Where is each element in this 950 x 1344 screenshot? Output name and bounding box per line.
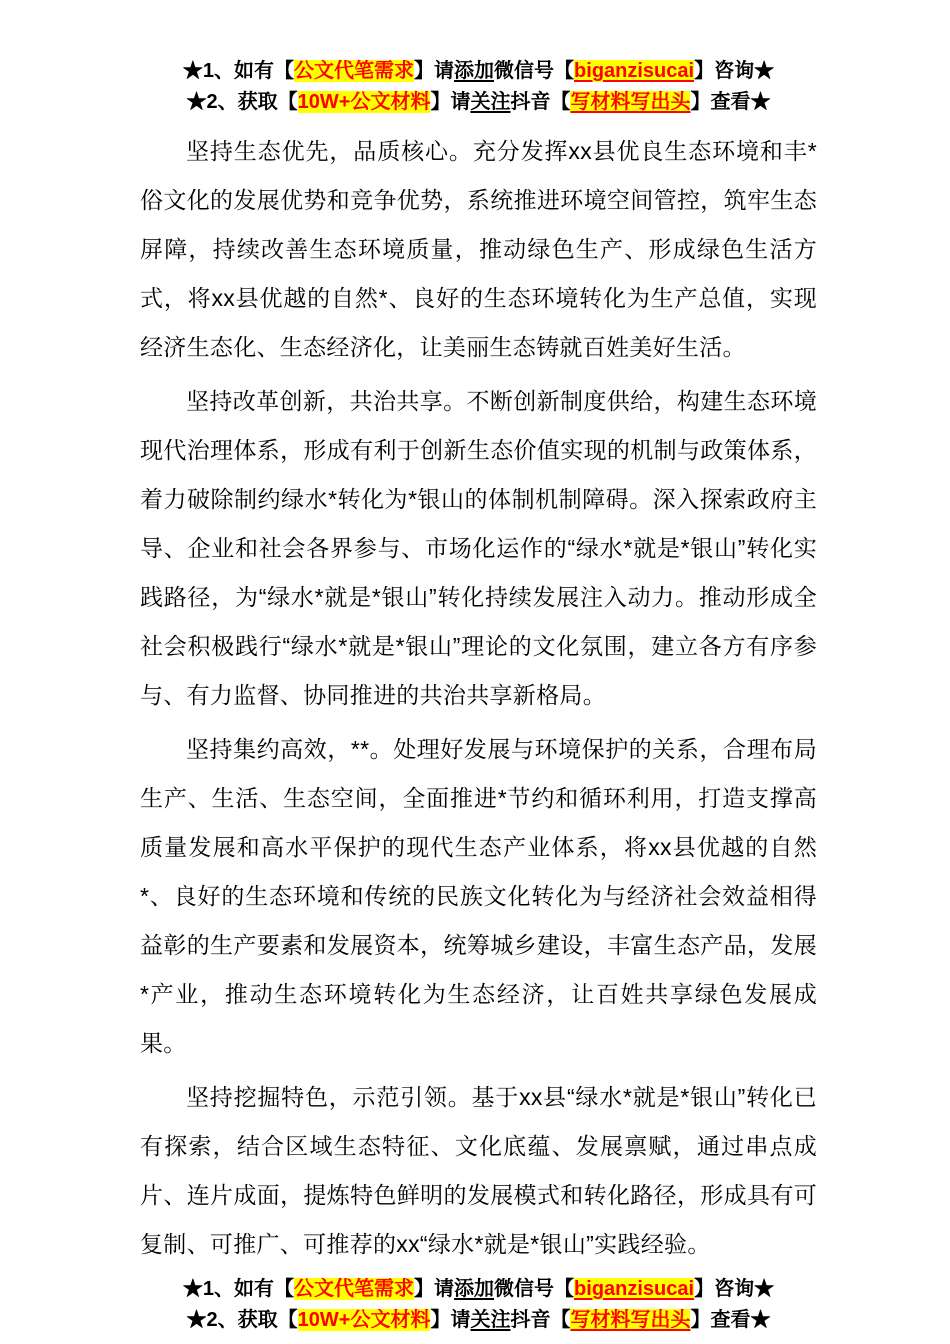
body-paragraph-3: 坚持集约高效，**。处理好发展与环境保护的关系，合理布局生产、生活、生态空间，全面推进*节约和循环利用，打造支撑高质量发展和高水平保护的现代生态产业体系，将xx县优越的自然*、良好的生态环境和传统的民族文化转化为与经济社会效益相得益彰的生产要素和发展资本，统筹城乡建设，丰富生态产品，发展*产业，推动生态环境转化为生态经济，让百姓共享绿色发展成果。 (140, 736, 817, 1056)
promo-wechat-id: biganzisucai (574, 1278, 695, 1300)
body-paragraph-4: 坚持挖掘特色，示范引领。基于xx县“绿水*就是*银山”转化已有探索，结合区域生态特征、文化底蕴、发展禀赋，通过串点成片、连片成面，提炼特色鲜明的发展模式和转化路径，形成具有可复制、可推广、可推荐的xx“绿水*就是*银山”实践经验。 (140, 1084, 817, 1257)
promo-underline-follow: 关注 (470, 1309, 511, 1331)
promo-text-suffix: 】咨询★ (694, 60, 775, 82)
promo-wechat-id: biganzisucai (574, 60, 695, 82)
promo-text-mid2: 抖音【 (510, 1309, 571, 1331)
promo-douyin-id: 写材料写出头 (570, 1309, 691, 1331)
promo-footer-line-2 (140, 1305, 817, 1336)
promo-text-suffix: 】查看★ (690, 1309, 771, 1331)
promo-highlight-service: 公文代笔需求 (294, 60, 415, 82)
body-paragraph-2: 坚持改革创新，共治共享。不断创新制度供给，构建生态环境现代治理体系，形成有利于创新生态价值实现的机制与政策体系，着力破除制约绿水*转化为*银山的体制机制障碍。深入探索政府主导、企业和社会各界参与、市场化运作的“绿水*就是*银山”转化实践路径，为“绿水*就是*银山”转化持续发展注入动力。推动形成全社会积极践行“绿水*就是*银山”理论的文化氛围，建立各方有序参与、有力监督、协同推进的共治共享新格局。 (140, 388, 817, 708)
promo-text-mid2: 抖音【 (510, 91, 571, 113)
body-paragraph-1: 坚持生态优先，品质核心。充分发挥xx县优良生态环境和丰*俗文化的发展优势和竞争优势，系统推进环境空间管控，筑牢生态屏障，持续改善生态环境质量，推动绿色生产、形成绿色生活方式，将xx县优越的自然*、良好的生态环境转化为生产总值，实现经济生态化、生态经济化，让美丽生态铸就百姓美好生活。 (140, 138, 817, 360)
promo-highlight-service: 公文代笔需求 (294, 1278, 415, 1300)
promo-text-prefix: ★2、获取【 (186, 91, 298, 113)
promo-underline-add: 添加 (454, 1278, 495, 1300)
promo-header-line-1 (140, 56, 817, 87)
promo-highlight-material: 10W+公文材料 (297, 1309, 431, 1331)
promo-header (140, 56, 817, 118)
promo-text-mid: 】请 (414, 60, 455, 82)
promo-footer-line-1 (140, 1274, 817, 1305)
promo-highlight-material: 10W+公文材料 (297, 91, 431, 113)
promo-text-mid2: 微信号【 (494, 60, 575, 82)
promo-text-suffix: 】咨询★ (694, 1278, 775, 1300)
promo-text-mid: 】请 (430, 91, 471, 113)
promo-footer (140, 1274, 817, 1336)
promo-underline-add: 添加 (454, 60, 495, 82)
promo-douyin-id: 写材料写出头 (570, 91, 691, 113)
promo-header-line-2 (140, 87, 817, 118)
promo-text-suffix: 】查看★ (690, 91, 771, 113)
promo-text-prefix: ★1、如有【 (182, 60, 295, 82)
promo-text-prefix: ★2、获取【 (186, 1309, 298, 1331)
promo-text-mid: 】请 (414, 1278, 455, 1300)
promo-text-mid: 】请 (430, 1309, 471, 1331)
promo-underline-follow: 关注 (470, 91, 511, 113)
document-body (140, 127, 817, 1269)
promo-text-prefix: ★1、如有【 (182, 1278, 295, 1300)
promo-text-mid2: 微信号【 (494, 1278, 575, 1300)
